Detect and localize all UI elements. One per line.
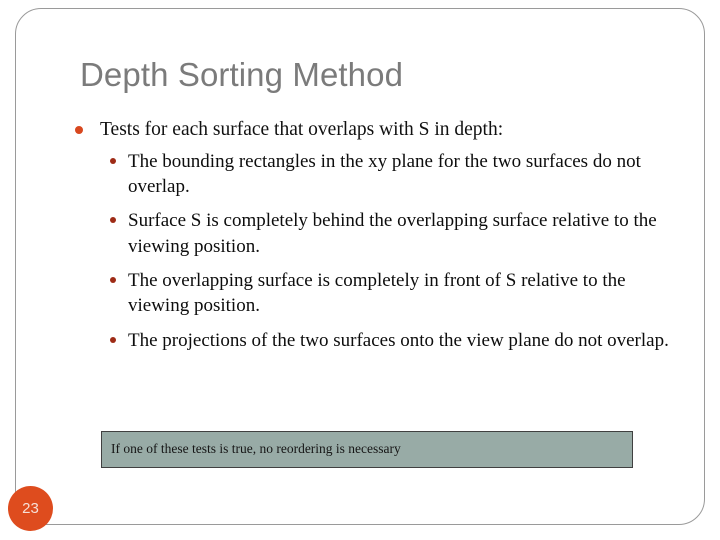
callout-text: If one of these tests is true, no reordering is necessary	[111, 441, 401, 457]
bullet-dot-icon	[110, 217, 116, 223]
list-item	[108, 268, 672, 319]
list-item-label: The projections of the two surfaces onto the view plane do not overlap.	[128, 329, 669, 351]
page-number-badge	[8, 486, 53, 531]
slide-body	[72, 118, 672, 356]
list-item	[108, 149, 672, 200]
page-title: Depth Sorting Method	[80, 56, 404, 93]
page-number-label: 23	[22, 500, 39, 517]
list-item-label: The bounding rectangles in the xy plane for the two surfaces do not overlap.	[128, 150, 641, 198]
callout-box	[101, 431, 633, 468]
list-item	[108, 208, 672, 259]
list-item	[108, 328, 672, 353]
bullet-dot-icon	[110, 337, 116, 343]
bullet-dot-icon	[110, 158, 116, 164]
list-item-label: Surface S is completely behind the overlapping surface relative to the viewing position.	[128, 210, 657, 257]
list-item	[72, 118, 672, 353]
bullet-dot-icon	[110, 277, 116, 283]
bullet-list-level-2	[108, 149, 672, 353]
list-item-label: Tests for each surface that overlaps with S in depth:	[100, 119, 504, 140]
bullet-dot-icon	[75, 126, 83, 134]
list-item-label: The overlapping surface is completely in front of S relative to the viewing position.	[128, 270, 626, 317]
bullet-list-level-1	[72, 118, 672, 353]
